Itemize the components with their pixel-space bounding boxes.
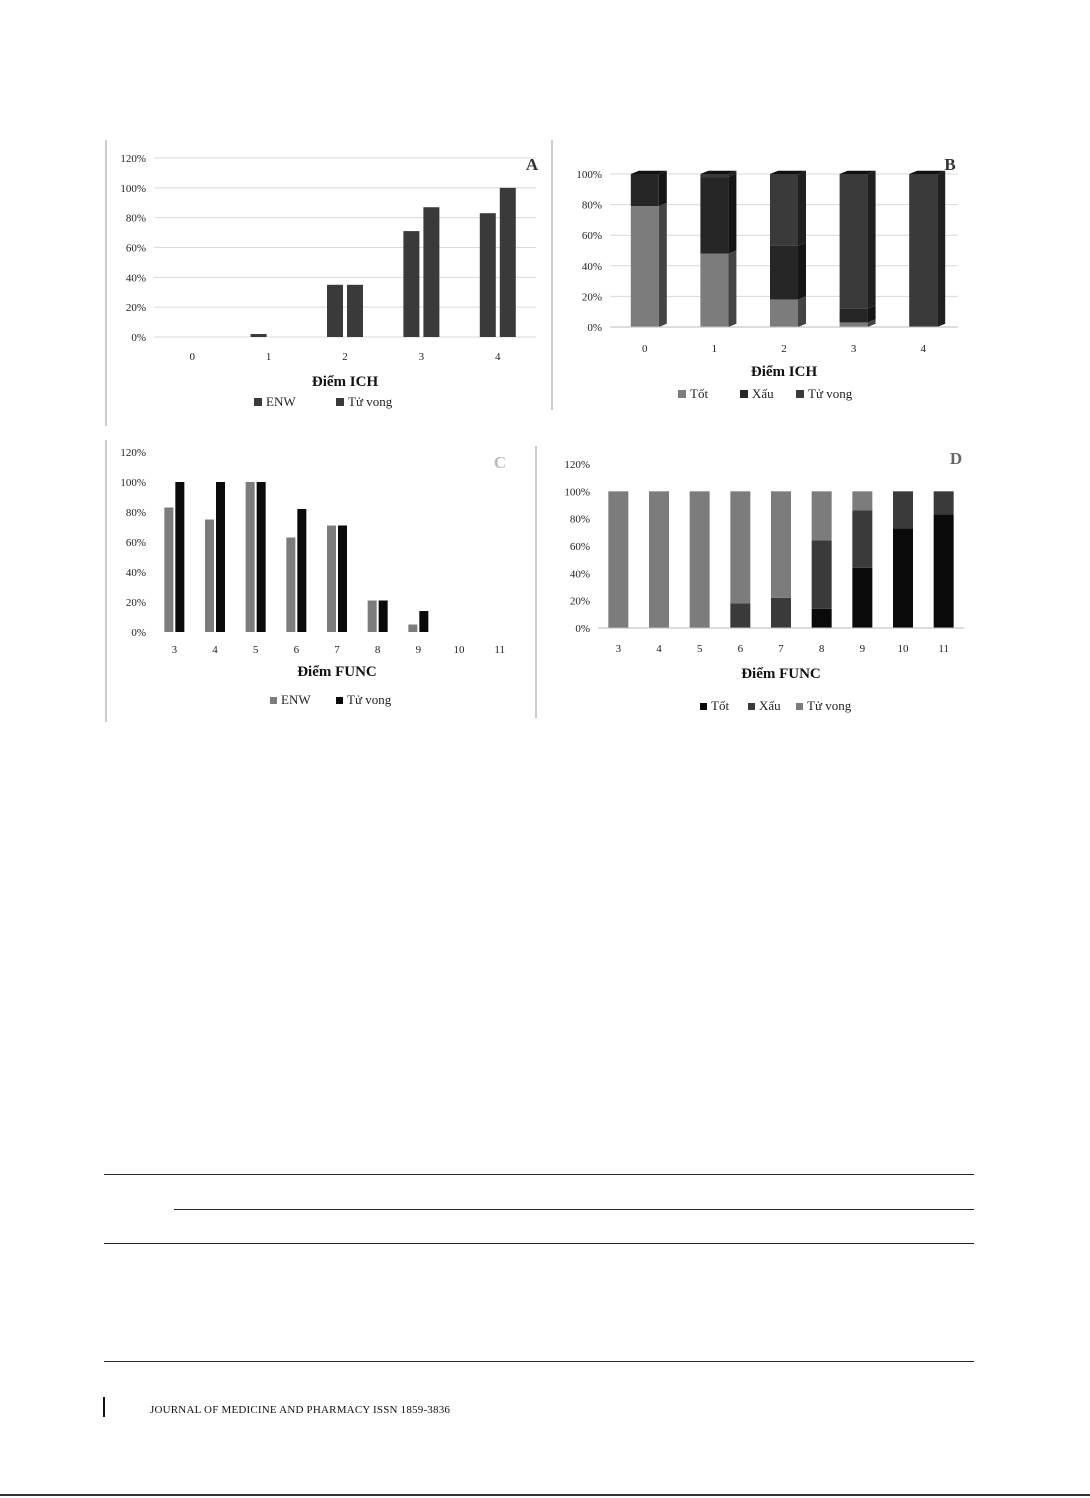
y-tick-label: 40% — [125, 272, 146, 285]
y-tick-label: 60% — [581, 230, 602, 243]
legend-swatch — [748, 703, 755, 710]
legend-swatch — [270, 697, 277, 704]
stack-tốt-3 — [840, 322, 868, 327]
y-tick-label: 40% — [125, 567, 146, 579]
x-tick-label: 11 — [938, 643, 949, 655]
bar-enw-7 — [327, 526, 336, 633]
x-tick-label: 1 — [265, 351, 272, 363]
table-top-rule — [104, 1174, 974, 1175]
stack-xấu-0 — [631, 174, 659, 206]
y-tick-label: 80% — [125, 212, 146, 225]
x-tick-label: 8 — [374, 644, 381, 656]
bar-tử-vong-6 — [297, 509, 306, 632]
footer-marker-bar — [103, 1397, 105, 1417]
bar-enw-4 — [205, 520, 214, 633]
x-axis-title: Điểm FUNC — [741, 666, 821, 682]
y-tick-label: 60% — [125, 537, 146, 549]
stack-tốt-1 — [700, 254, 728, 327]
legend-label: Tử vong — [347, 692, 392, 707]
legend-swatch — [740, 390, 748, 398]
panel-label: A — [525, 155, 539, 174]
legend-label: Tốt — [711, 698, 730, 713]
legend-label: Tử vong — [808, 386, 853, 401]
x-tick-label: 11 — [494, 644, 505, 656]
x-tick-label: 4 — [495, 351, 501, 363]
x-tick-label: 3 — [418, 351, 425, 363]
x-tick-label: 9 — [859, 643, 866, 655]
bar-tử-vong-4 — [216, 482, 225, 632]
stack-side — [798, 243, 806, 300]
x-tick-label: 6 — [293, 644, 300, 656]
y-tick-label: 120% — [564, 459, 590, 471]
legend-label: Xấu — [752, 386, 774, 401]
stack-tốt-0 — [631, 206, 659, 327]
y-tick-label: 80% — [125, 507, 146, 519]
journal-footer: JOURNAL OF MEDICINE AND PHARMACY ISSN 1859-3836 — [150, 1404, 451, 1416]
legend-label: ENW — [281, 692, 311, 707]
legend-swatch — [336, 697, 343, 704]
table-header-rule — [104, 1243, 974, 1244]
bar-tử-vong-8 — [379, 601, 388, 633]
legend-label: Xấu — [759, 698, 781, 713]
x-axis-title: Điểm FUNC — [297, 664, 377, 680]
panel-label: C — [493, 453, 507, 472]
legend-label: Tốt — [690, 386, 709, 401]
x-tick-label: 0 — [642, 343, 648, 355]
x-tick-label: 3 — [171, 644, 178, 656]
stack-xấu-7 — [771, 598, 791, 628]
chart-d-svg — [534, 446, 972, 726]
legend-swatch — [254, 398, 262, 406]
stack-side — [798, 296, 806, 327]
chart-panel-d — [534, 446, 972, 726]
x-tick-label: 4 — [212, 644, 218, 656]
stack-side — [728, 174, 736, 254]
x-axis-title: Điểm ICH — [311, 374, 379, 390]
y-tick-label: 100% — [576, 169, 602, 181]
stack-tử-vong-6 — [730, 491, 750, 603]
y-tick-label: 40% — [569, 568, 590, 581]
bar-enw-5 — [246, 482, 255, 632]
x-tick-label: 3 — [615, 643, 622, 655]
bar-enw-4 — [480, 213, 496, 337]
stack-tốt-8 — [812, 609, 832, 628]
x-tick-label: 2 — [342, 351, 348, 363]
chart-b-svg — [550, 140, 968, 410]
legend-swatch — [700, 703, 707, 710]
y-tick-label: 0% — [131, 627, 146, 639]
legend-swatch — [336, 398, 344, 406]
stack-tử-vong-4 — [909, 174, 937, 327]
stack-side — [868, 171, 876, 309]
bar-enw-3 — [403, 231, 419, 337]
legend-label: ENW — [266, 394, 296, 409]
y-tick-label: 20% — [569, 595, 590, 608]
x-tick-label: 5 — [252, 644, 259, 656]
bar-enw-8 — [368, 601, 377, 633]
x-tick-label: 7 — [778, 643, 784, 655]
stack-xấu-6 — [730, 603, 750, 628]
x-tick-label: 9 — [415, 644, 422, 656]
y-tick-label: 80% — [581, 199, 602, 212]
y-tick-label: 100% — [564, 486, 590, 499]
chart-c-svg — [104, 440, 530, 730]
y-tick-label: 80% — [569, 513, 590, 526]
chart-panel-b — [550, 140, 968, 410]
x-tick-label: 4 — [920, 343, 926, 355]
stack-xấu-11 — [934, 491, 954, 514]
x-tick-label: 7 — [334, 644, 340, 656]
stack-side — [659, 171, 667, 206]
chart-a-svg — [104, 140, 546, 426]
panel-label: D — [949, 449, 963, 468]
x-tick-label: 0 — [189, 351, 195, 363]
bar-tử-vong-7 — [338, 526, 347, 633]
bar-enw-2 — [327, 285, 343, 337]
y-tick-label: 20% — [581, 291, 602, 304]
x-tick-label: 6 — [737, 643, 744, 655]
bar-tử-vong-5 — [257, 482, 266, 632]
stack-xấu-1 — [700, 177, 728, 254]
stack-tử-vong-3 — [840, 174, 868, 309]
y-tick-label: 100% — [120, 477, 146, 489]
x-tick-label: 2 — [781, 343, 787, 355]
stack-side — [728, 250, 736, 327]
x-tick-label: 3 — [850, 343, 857, 355]
x-tick-label: 4 — [656, 643, 662, 655]
table-bottom-rule — [104, 1361, 974, 1362]
stack-side — [798, 171, 806, 246]
stack-xấu-9 — [852, 510, 872, 567]
stack-tốt-2 — [770, 299, 798, 327]
stack-tốt-9 — [852, 568, 872, 628]
bar-enw-1 — [251, 334, 267, 337]
legend-swatch — [796, 390, 804, 398]
x-tick-label: 8 — [818, 643, 825, 655]
legend-label: Tử vong — [807, 698, 852, 713]
stack-tử-vong-3 — [608, 491, 628, 628]
y-tick-label: 60% — [569, 541, 590, 553]
x-tick-label: 5 — [696, 643, 703, 655]
table-subheader-rule — [174, 1209, 974, 1210]
bar-enw-3 — [164, 508, 173, 633]
chart-panel-c — [104, 440, 530, 730]
y-tick-label: 0% — [575, 623, 590, 635]
stack-tử-vong-2 — [770, 174, 798, 246]
stack-xấu-10 — [893, 491, 913, 528]
stack-tử-vong-9 — [852, 491, 872, 510]
bar-tử-vong-2 — [347, 285, 363, 337]
legend-label: Tử vong — [348, 394, 393, 409]
stack-xấu-8 — [812, 541, 832, 609]
legend-swatch — [796, 703, 803, 710]
stack-tử-vong-1 — [700, 174, 728, 177]
x-axis-title: Điểm ICH — [750, 364, 818, 380]
y-tick-label: 40% — [581, 260, 602, 273]
bar-tử-vong-4 — [500, 188, 516, 337]
x-tick-label: 10 — [897, 643, 909, 655]
x-tick-label: 1 — [711, 343, 718, 355]
page-bottom-rule — [0, 1494, 1090, 1496]
stack-xấu-2 — [770, 246, 798, 300]
stack-side — [659, 203, 667, 327]
stack-tốt-11 — [934, 515, 954, 628]
stack-tử-vong-8 — [812, 491, 832, 540]
y-tick-label: 20% — [125, 302, 146, 315]
y-tick-label: 60% — [125, 242, 146, 255]
stack-tử-vong-4 — [649, 491, 669, 628]
x-tick-label: 10 — [453, 644, 465, 656]
stack-tử-vong-5 — [690, 491, 710, 628]
stack-side — [937, 171, 945, 327]
chart-panel-a — [104, 140, 546, 426]
bar-enw-6 — [286, 538, 295, 633]
y-tick-label: 100% — [120, 182, 146, 195]
panel-label: B — [944, 155, 956, 174]
bar-tử-vong-3 — [175, 482, 184, 632]
stack-tốt-10 — [893, 528, 913, 628]
bar-tử-vong-9 — [419, 611, 428, 632]
y-tick-label: 0% — [587, 322, 602, 334]
bar-enw-9 — [408, 625, 417, 633]
y-tick-label: 120% — [120, 153, 146, 165]
bar-tử-vong-3 — [423, 207, 439, 337]
y-tick-label: 120% — [120, 447, 146, 459]
y-tick-label: 0% — [131, 332, 146, 344]
legend-swatch — [678, 390, 686, 398]
y-tick-label: 20% — [125, 597, 146, 609]
stack-xấu-3 — [840, 309, 868, 323]
stack-tử-vong-7 — [771, 491, 791, 598]
